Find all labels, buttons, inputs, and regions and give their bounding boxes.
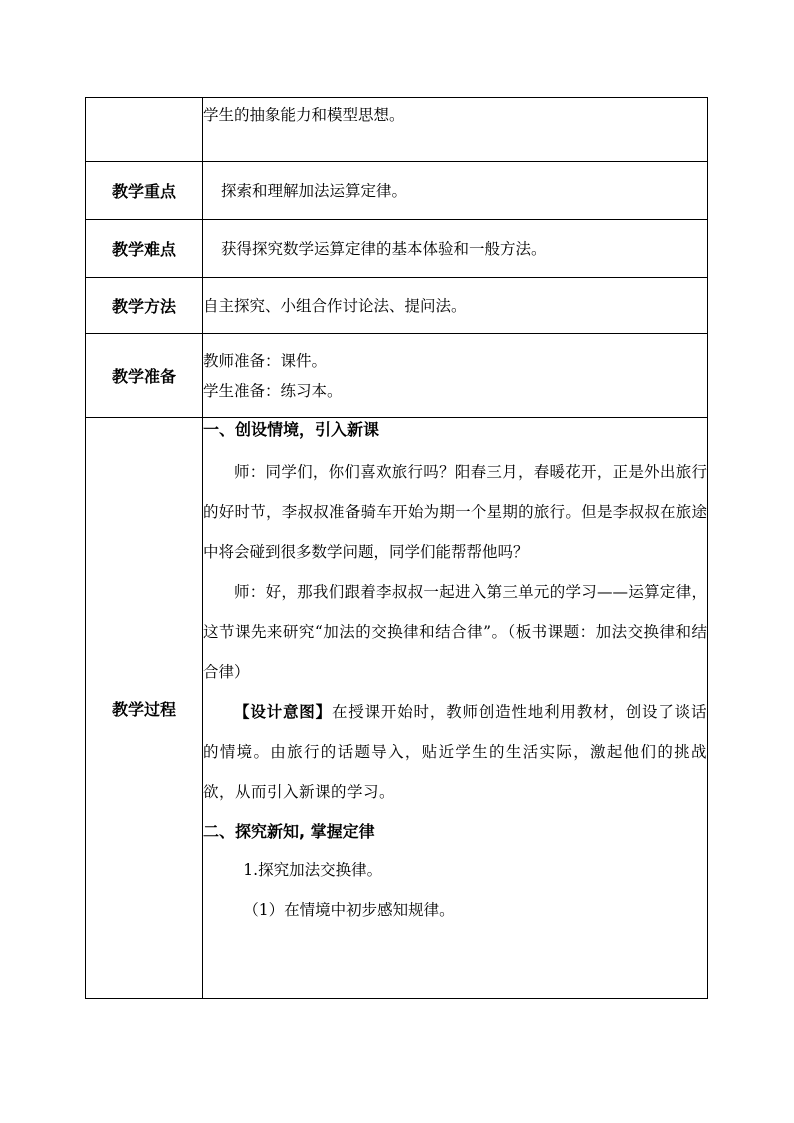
goal-continuation-label xyxy=(86,98,203,162)
design-intent-paragraph xyxy=(203,692,707,812)
preparation-cell xyxy=(203,334,708,418)
section2-heading: 二、探究新知, 掌握定律 xyxy=(203,822,375,841)
key-point-text: 探索和理解加法运算定律。 xyxy=(221,181,408,200)
preparation-label: 教学准备 xyxy=(86,334,203,418)
process-label: 教学过程 xyxy=(86,418,203,999)
difficulty-text: 获得探究数学运算定律的基本体验和一般方法。 xyxy=(221,239,547,258)
key-point-cell xyxy=(203,162,708,220)
design-intent-label: 【设计意图】 xyxy=(234,703,332,721)
teacher-preparation-text: 教师准备：课件。 xyxy=(203,351,328,370)
lesson-plan-table xyxy=(85,97,708,999)
design-intent-text: 在授课开始时，教师创造性地利用教材，创设了谈话的情境。由旅行的话题导入，贴近学生的生活实际，激起他们的挑战欲，从而引入新课的学习。 xyxy=(203,703,707,801)
method-label: 教学方法 xyxy=(86,278,203,334)
key-point-row xyxy=(86,162,708,220)
lesson-plan-sheet xyxy=(85,97,708,999)
method-row xyxy=(86,278,708,334)
difficulty-label: 教学难点 xyxy=(86,220,203,278)
difficulty-cell xyxy=(203,220,708,278)
difficulty-row xyxy=(86,220,708,278)
student-preparation-text: 学生准备：练习本。 xyxy=(203,381,343,400)
method-text: 自主探究、小组合作讨论法、提问法。 xyxy=(203,296,467,315)
preparation-row xyxy=(86,334,708,418)
goal-continuation-text: 学生的抽象能力和模型思想。 xyxy=(203,106,405,124)
step-1-1-text: （1）在情境中初步感知规律。 xyxy=(243,901,455,919)
section1-heading: 一、创设情境，引入新课 xyxy=(203,420,380,439)
process-paragraph-1: 师：同学们，你们喜欢旅行吗？阳春三月，春暖花开，正是外出旅行的好时节，李叔叔准备骑车开始为期一个星期的旅行。但是李叔叔在旅途中将会碰到很多数学问题，同学们能帮帮他吗？ xyxy=(203,463,707,561)
process-cell xyxy=(203,418,708,999)
process-paragraph-2: 师：好，那我们跟着李叔叔一起进入第三单元的学习——运算定律，这节课先来研究“加法的交换律和结合律”。（板书课题：加法交换律和结合律） xyxy=(203,583,707,681)
key-point-label: 教学重点 xyxy=(86,162,203,220)
step-1-text: 1.探究加法交换律。 xyxy=(243,861,383,879)
goal-continuation-row xyxy=(86,98,708,162)
method-cell xyxy=(203,278,708,334)
goal-continuation-cell xyxy=(203,98,708,162)
process-row xyxy=(86,418,708,999)
